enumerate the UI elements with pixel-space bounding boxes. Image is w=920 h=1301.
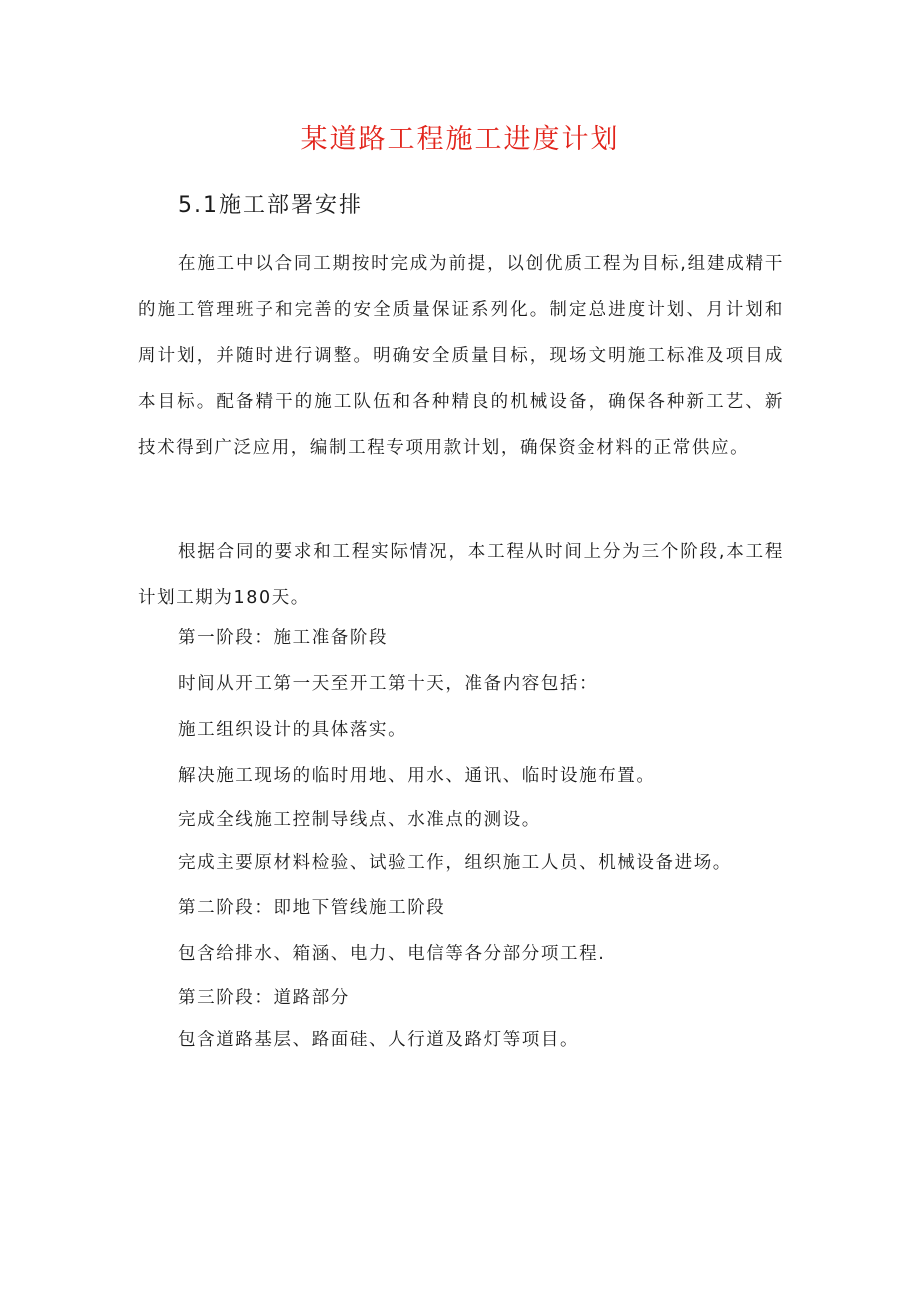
phase-three-content: 包含道路基层、路面硅、人行道及路灯等项目。: [178, 1030, 580, 1050]
document-title: 某道路工程施工进度计划: [300, 124, 620, 155]
phase-three-heading: 第三阶段：道路部分: [178, 988, 350, 1008]
section-heading: 5.1施工部署安排: [178, 193, 363, 218]
paragraph-schedule: 根据合同的要求和工程实际情况，本工程从时间上分为三个阶段,本工程计划工期为180天。: [138, 542, 784, 608]
phase-one-item: 完成全线施工控制导线点、水准点的测设。: [178, 810, 541, 830]
paragraph-deployment: 在施工中以合同工期按时完成为前提，以创优质工程为目标,组建成精干的施工管理班子和完善的安全质量保证系列化。制定总进度计划、月计划和周计划，并随时进行调整。明确安全质量目标，现场文明施工标准及项目成本目标。配备精干的施工队伍和各种精良的机械设备，确保各种新工艺、新技术得到广泛应用，编制工程专项用款计划，确保资金材料的正常供应。: [138, 254, 784, 458]
phase-two-heading: 第二阶段：即地下管线施工阶段: [178, 898, 446, 918]
phase-one-item: 解决施工现场的临时用地、用水、通讯、临时设施布置。: [178, 766, 656, 786]
phase-two-content: 包含给排水、箱涵、电力、电信等各分部分项工程.: [178, 944, 606, 964]
phase-one-time: 时间从开工第一天至开工第十天，准备内容包括：: [178, 674, 599, 694]
phase-one-heading: 第一阶段：施工准备阶段: [178, 628, 389, 648]
phase-one-item: 完成主要原材料检验、试验工作，组织施工人员、机械设备进场。: [178, 853, 732, 873]
phase-one-item: 施工组织设计的具体落实。: [178, 720, 408, 740]
